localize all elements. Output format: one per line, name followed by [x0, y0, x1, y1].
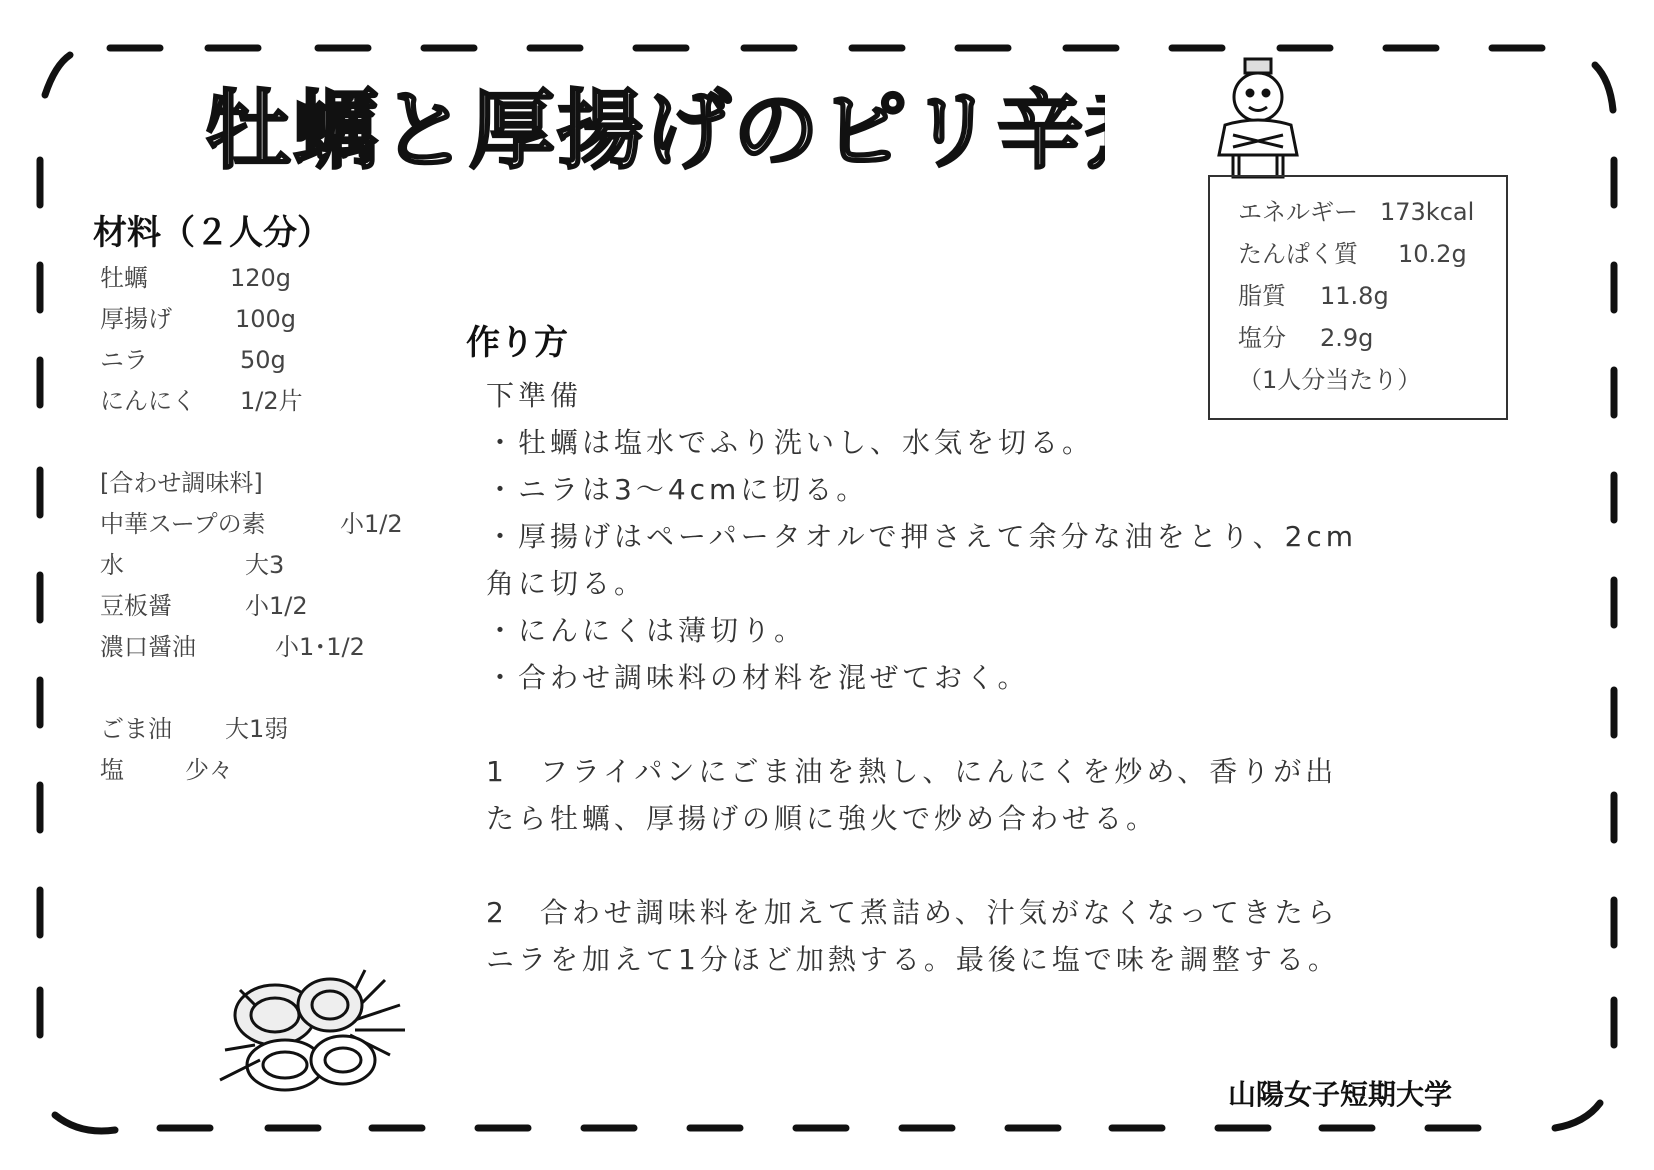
- ingredient-name: 水: [100, 551, 124, 579]
- nutrition-value: 2.9g: [1320, 324, 1374, 352]
- ingredient-row: [100, 258, 292, 299]
- prep-heading: 下準備: [486, 379, 583, 412]
- ingredient-row: [100, 340, 286, 381]
- seasoning-heading: [合わせ調味料]: [100, 469, 263, 497]
- ingredient-qty: 小1/2: [340, 510, 403, 538]
- ingredient-qty: 小1･1/2: [275, 633, 365, 661]
- method-heading: 作り方: [466, 323, 568, 363]
- chef-mascot-icon: [1205, 55, 1315, 180]
- step-1-line: 1 フライパンにごま油を熱し、にんにくを炒め、香りが出: [486, 755, 1338, 788]
- ingredient-row: [100, 504, 403, 545]
- oyster-illustration-icon: [215, 960, 440, 1100]
- ingredient-qty: 120g: [230, 264, 292, 292]
- ingredient-name: 塩: [100, 756, 124, 784]
- ingredient-row: [100, 750, 263, 791]
- nutrition-row: [1238, 317, 1506, 359]
- prep-line: ・にんにくは薄切り。: [486, 614, 807, 647]
- ingredient-name: ごま油: [100, 715, 172, 743]
- ingredient-qty: 大1弱: [225, 715, 289, 743]
- ingredient-qty: 1/2片: [240, 387, 303, 415]
- ingredient-name: 厚揚げ: [100, 305, 172, 333]
- nutrition-label: エネルギー: [1238, 198, 1358, 226]
- nutrition-row: [1238, 233, 1506, 275]
- ingredient-row: [100, 709, 289, 750]
- prep-line: ・ニラは3〜4cmに切る。: [486, 473, 869, 506]
- step-2-line: ニラを加えて1分ほど加熱する。最後に塩で味を調整する。: [486, 943, 1340, 976]
- prep-line: ・厚揚げはペーパータオルで押さえて余分な油をとり、2cm: [486, 520, 1358, 553]
- credit-text: 山陽女子短期大学: [1228, 1078, 1453, 1111]
- ingredient-row: [100, 545, 285, 586]
- prep-line: ・牡蠣は塩水でふり洗いし、水気を切る。: [486, 426, 1095, 459]
- nutrition-value: 10.2g: [1398, 240, 1467, 268]
- step-2-line: 2 合わせ調味料を加えて煮詰め、汁気がなくなってきたら: [486, 896, 1339, 929]
- ingredient-name: ニラ: [100, 346, 148, 374]
- ingredient-name: にんにく: [100, 387, 196, 415]
- ingredient-name: 濃口醤油: [100, 633, 196, 661]
- ingredient-qty: 50g: [240, 346, 286, 374]
- ingredient-row: [100, 299, 297, 340]
- nutrition-row: [1238, 275, 1506, 317]
- ingredient-row: [100, 627, 365, 668]
- prep-line: 角に切る。: [486, 567, 647, 600]
- nutrition-value: 173kcal: [1380, 198, 1475, 226]
- prep-line: ・合わせ調味料の材料を混ぜておく。: [486, 661, 1030, 694]
- ingredient-qty: 100g: [235, 305, 297, 333]
- nutrition-row: [1238, 191, 1506, 233]
- nutrition-value: 11.8g: [1320, 282, 1389, 310]
- ingredients-list: [100, 258, 403, 791]
- nutrition-label: 塩分: [1238, 324, 1286, 352]
- nutrition-label: 脂質: [1238, 282, 1286, 310]
- nutrition-label: たんぱく質: [1238, 240, 1358, 268]
- ingredients-heading: 材料（２人分）: [93, 213, 331, 253]
- step-1-line: たら牡蠣、厚揚げの順に強火で炒め合わせる。: [486, 802, 1159, 835]
- ingredient-row: [100, 381, 303, 422]
- ingredient-row: [100, 586, 308, 627]
- nutrition-note: （1人分当たり）: [1238, 366, 1422, 394]
- ingredient-name: 中華スープの素: [100, 510, 266, 538]
- recipe-title: [205, 70, 1105, 180]
- ingredient-qty: 少々: [185, 756, 233, 784]
- ingredient-qty: 小1/2: [245, 592, 308, 620]
- ingredient-name: 豆板醤: [100, 592, 172, 620]
- recipe-title-text: 牡蠣と厚揚げのピリ辛煮: [205, 81, 1105, 180]
- ingredient-qty: 大3: [245, 551, 285, 579]
- ingredient-name: 牡蠣: [100, 264, 148, 292]
- method-body: [486, 372, 1446, 983]
